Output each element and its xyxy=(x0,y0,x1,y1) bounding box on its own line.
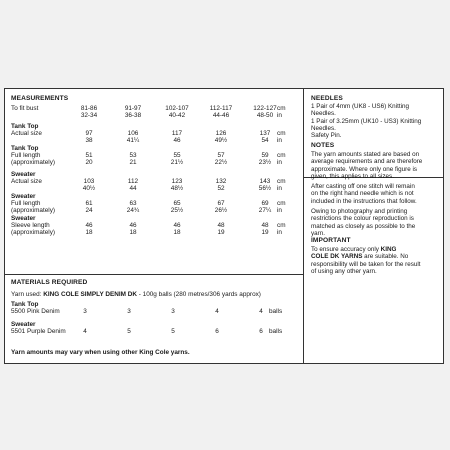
measurement-cm-value: 117 xyxy=(171,130,183,137)
measurement-in-value: 26½ xyxy=(214,207,228,214)
measurement-in-value: 19 xyxy=(217,229,225,236)
notes-line: restrictions the colour reproduction is xyxy=(311,215,414,223)
important-line: of using any other yarn. xyxy=(311,267,377,275)
measurement-in-value: 23½ xyxy=(258,159,272,166)
measurement-label: Actual size xyxy=(11,130,42,137)
measurement-label: Full length xyxy=(11,200,41,207)
measurement-cm-value: 63 xyxy=(129,200,137,207)
important-text: are suitable. No xyxy=(362,253,409,261)
measurement-in-value: 48-50 xyxy=(256,112,274,119)
important-text: To ensure accuracy only xyxy=(311,246,381,253)
important-brand: COLE DK YARNS xyxy=(311,253,363,261)
unit-cm: cm xyxy=(277,200,286,207)
measurement-in-value: 52 xyxy=(217,185,225,192)
size-section-title: Tank Top xyxy=(11,123,39,130)
measurement-in-value: 41¼ xyxy=(126,137,140,144)
measurement-in-value: 48½ xyxy=(170,185,184,192)
notes-line: on the right hand needle which is not xyxy=(311,190,414,198)
yarn-ball-count: 3 xyxy=(127,308,131,315)
important-heading: IMPORTANT xyxy=(311,237,351,244)
needles-line: Needles. xyxy=(311,124,336,132)
measurement-in-value: 22½ xyxy=(214,159,228,166)
measurement-cm-value: 53 xyxy=(129,152,137,159)
needles-line: Needles. xyxy=(311,110,336,118)
measurement-label-note: (approximately) xyxy=(11,207,56,214)
measurement-in-value: 18 xyxy=(129,229,137,236)
measurement-in-value: 19 xyxy=(261,229,269,236)
measurement-label: Full length xyxy=(11,152,41,159)
measurement-cm-value: 106 xyxy=(127,130,139,137)
important-line: responsibility will be taken for the result xyxy=(311,260,421,268)
notes-line: yarn. xyxy=(311,229,325,237)
notes-line: included in the instructions that follow. xyxy=(311,197,417,205)
measurement-in-value: 49½ xyxy=(214,137,228,144)
measurement-cm-value: 46 xyxy=(85,222,93,229)
yarn-ball-count: 5 xyxy=(171,328,175,335)
yarn-group-title: Tank Top xyxy=(11,301,39,308)
yarn-ball-count: 3 xyxy=(171,308,175,315)
notes-line: given, this applies to all sizes. xyxy=(311,172,394,180)
yarn-colour: 5501 Purple Denim xyxy=(11,328,66,335)
measurement-cm-value: 102-107 xyxy=(165,105,189,112)
unit-cm: cm xyxy=(277,222,286,229)
measurement-cm-value: 81-86 xyxy=(80,105,98,112)
measurement-cm-value: 91-97 xyxy=(124,105,142,112)
pattern-info-panel xyxy=(4,88,444,364)
measurement-in-value: 56½ xyxy=(258,185,272,192)
important-brand: KING xyxy=(380,246,397,253)
needles-line: 1 Pair of 4mm (UK8 - US6) Knitting xyxy=(311,103,409,110)
measurement-in-value: 38 xyxy=(85,137,93,144)
measurement-in-value: 40-42 xyxy=(168,112,186,119)
measurement-label-note: (approximately) xyxy=(11,159,56,166)
measurement-cm-value: 57 xyxy=(217,152,225,159)
measurement-label-note: (approximately) xyxy=(11,229,56,236)
measurement-cm-value: 48 xyxy=(261,222,269,229)
important-body xyxy=(311,246,443,275)
yarn-ball-count: 6 xyxy=(215,328,219,335)
unit-balls: balls xyxy=(269,308,283,315)
measurement-cm-value: 59 xyxy=(261,152,269,159)
measurement-label: Sleeve length xyxy=(11,222,50,229)
unit-cm: cm xyxy=(277,178,286,185)
measurement-cm-value: 123 xyxy=(171,178,183,185)
measurement-cm-value: 122-127 xyxy=(253,105,277,112)
measurement-cm-value: 46 xyxy=(173,222,181,229)
important-line xyxy=(311,253,443,260)
needles-line: 1 Pair of 3.25mm (UK10 - US3) Knitting xyxy=(311,117,422,125)
measurement-cm-value: 112-117 xyxy=(209,105,233,112)
unit-balls: balls xyxy=(269,328,283,335)
measurement-in-value: 21 xyxy=(129,159,137,166)
measurement-in-value: 21½ xyxy=(170,159,184,166)
measurement-cm-value: 65 xyxy=(173,200,181,207)
measurement-in-value: 36-38 xyxy=(124,112,142,119)
unit-in: in xyxy=(277,229,282,236)
yarn-used-suffix: - 100g balls (280 metres/306 yards approx) xyxy=(136,291,261,298)
needles-heading: NEEDLES xyxy=(311,95,343,102)
yarn-ball-count: 4 xyxy=(215,308,219,315)
yarn-used-line xyxy=(11,291,261,298)
unit-in: in xyxy=(277,185,282,192)
notes-line: matched as closely as possible to the xyxy=(311,222,416,230)
measurement-in-value: 18 xyxy=(85,229,93,236)
yarn-ball-count: 4 xyxy=(259,308,263,315)
measurement-cm-value: 132 xyxy=(215,178,227,185)
notes-line: The yarn amounts stated are based on xyxy=(311,151,420,158)
unit-cm: cm xyxy=(277,152,286,159)
measurement-in-value: 27¼ xyxy=(258,207,272,214)
unit-in: in xyxy=(277,159,282,166)
unit-in: in xyxy=(277,137,282,144)
notes-body xyxy=(311,151,443,237)
important-line xyxy=(311,246,443,253)
unit-cm: cm xyxy=(277,130,286,137)
measurement-cm-value: 48 xyxy=(217,222,225,229)
measurement-cm-value: 61 xyxy=(85,200,93,207)
measurement-in-value: 32-34 xyxy=(80,112,98,119)
measurement-cm-value: 143 xyxy=(259,178,271,185)
notes-line: Owing to photography and printing xyxy=(311,208,408,216)
notes-heading: NOTES xyxy=(311,142,335,149)
yarn-ball-count: 6 xyxy=(259,328,263,335)
measurement-in-value: 20 xyxy=(85,159,93,166)
measurement-cm-value: 46 xyxy=(129,222,137,229)
yarn-used-prefix: Yarn used: xyxy=(11,291,44,298)
materials-footer-note: Yarn amounts may vary when using other King Cole yarns. xyxy=(11,349,190,356)
needles-list xyxy=(311,103,443,139)
measurement-in-value: 25½ xyxy=(170,207,184,214)
measurement-in-value: 44-46 xyxy=(212,112,230,119)
size-section-title: Tank Top xyxy=(11,145,39,152)
size-section-title: Sweater xyxy=(11,171,36,178)
yarn-ball-count: 4 xyxy=(83,328,87,335)
yarn-colour: 5500 Pink Denim xyxy=(11,308,60,315)
column-divider xyxy=(303,89,304,363)
measurement-in-value: 24¾ xyxy=(126,207,140,214)
measurement-in-value: 40½ xyxy=(82,185,96,192)
size-section-title: Sweater xyxy=(11,193,36,200)
measurement-label: Actual size xyxy=(11,178,42,185)
materials-heading: MATERIALS REQUIRED xyxy=(11,279,88,286)
notes-line: After casting off one stitch will remain xyxy=(311,183,415,191)
notes-line: average requirements and are therefore xyxy=(311,158,423,166)
measurement-cm-value: 67 xyxy=(217,200,225,207)
measurement-cm-value: 69 xyxy=(261,200,269,207)
measurement-in-value: 24 xyxy=(85,207,93,214)
measurement-label: To fit bust xyxy=(11,105,39,112)
measurement-cm-value: 137 xyxy=(259,130,271,137)
measurement-cm-value: 55 xyxy=(173,152,181,159)
unit-cm: cm xyxy=(277,105,286,112)
section-divider-materials xyxy=(5,274,303,275)
measurement-in-value: 18 xyxy=(173,229,181,236)
yarn-group-title: Sweater xyxy=(11,321,36,328)
measurement-in-value: 54 xyxy=(261,137,269,144)
size-section-title: Sweater xyxy=(11,215,36,222)
unit-in: in xyxy=(277,207,282,214)
yarn-ball-count: 5 xyxy=(127,328,131,335)
measurement-cm-value: 51 xyxy=(85,152,93,159)
measurement-cm-value: 126 xyxy=(215,130,227,137)
measurement-cm-value: 97 xyxy=(85,130,93,137)
yarn-used-name: KING COLE SIMPLY DENIM DK xyxy=(43,291,137,298)
measurements-heading: MEASUREMENTS xyxy=(11,95,69,102)
needles-line: Safety Pin. xyxy=(311,132,342,140)
yarn-ball-count: 3 xyxy=(83,308,87,315)
measurement-cm-value: 112 xyxy=(127,178,139,185)
measurement-cm-value: 103 xyxy=(83,178,95,185)
measurement-in-value: 44 xyxy=(129,185,137,192)
unit-in: in xyxy=(277,112,282,119)
notes-line: approximate. Where only one figure is xyxy=(311,165,418,173)
measurement-in-value: 46 xyxy=(173,137,181,144)
